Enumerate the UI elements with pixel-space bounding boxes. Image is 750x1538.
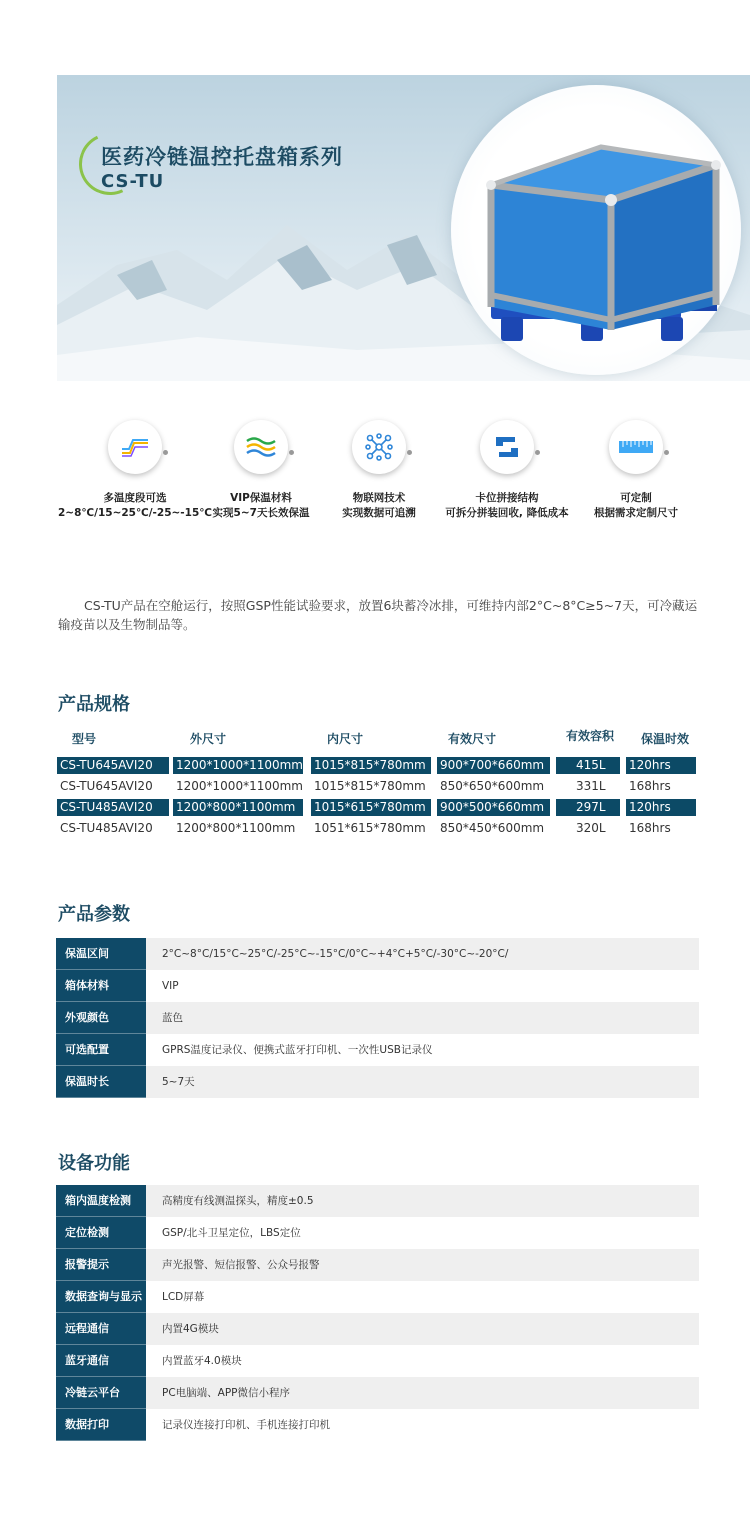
- table-row: [56, 938, 699, 970]
- spec-cell-volume: 415L: [556, 757, 620, 774]
- spec-cell-time: 120hrs: [626, 799, 696, 816]
- row-value: 记录仪连接打印机、手机连接打印机: [162, 1419, 330, 1431]
- table-row: [56, 1002, 699, 1034]
- feature-list: [55, 420, 715, 530]
- feature-desc: 根据需求定制尺寸: [594, 507, 678, 519]
- table-row: [56, 1409, 699, 1441]
- row-label: 冷链云平台: [56, 1377, 146, 1409]
- hero-title: 医药冷链温控托盘箱系列: [101, 145, 343, 169]
- spec-header-volume: 有效容积: [566, 729, 615, 743]
- row-label: 报警提示: [56, 1249, 146, 1281]
- feature-desc: 实现5~7天长效保温: [212, 507, 310, 519]
- spec-cell-effective: 850*450*600mm: [440, 821, 545, 835]
- functions-section-title: 设备功能: [58, 1153, 130, 1174]
- table-row: [56, 1345, 699, 1377]
- spec-cell-volume: 331L: [576, 779, 606, 793]
- row-label: 远程通信: [56, 1313, 146, 1345]
- feature-desc: 实现数据可追溯: [342, 507, 416, 519]
- feature-title: 可定制: [620, 492, 652, 504]
- spec-cell-model: CS-TU485AVI20: [57, 799, 169, 816]
- row-label: 保温时长: [56, 1066, 146, 1098]
- row-label: 保温区间: [56, 938, 146, 970]
- feature-title: VIP保温材料: [230, 492, 292, 504]
- feature-desc: 2~8℃/15~25℃/-25~-15℃: [58, 507, 212, 519]
- table-row: [56, 1034, 699, 1066]
- spec-cell-effective: 900*700*660mm: [437, 757, 550, 774]
- table-row: [56, 1249, 699, 1281]
- spec-cell-time: 168hrs: [629, 821, 671, 835]
- row-value: 声光报警、短信报警、公众号报警: [162, 1259, 320, 1271]
- spec-section-title: 产品规格: [58, 694, 130, 715]
- feature-title: 卡位拼接结构: [475, 492, 539, 504]
- feature-title: 多温度段可选: [103, 492, 167, 504]
- spec-cell-outer: 1200*800*1100mm: [173, 799, 303, 816]
- feature-item: [556, 420, 716, 521]
- table-row: [56, 1313, 699, 1345]
- row-value: 5~7天: [162, 1076, 195, 1088]
- product-intro: CS-TU产品在空舱运行，按照GSP性能试验要求，放置6块蓄冷冰排，可维持内部2°C~8°C≥5~7天，可冷藏运输疫苗以及生物制品等。: [58, 598, 698, 632]
- spec-header-outer: 外尺寸: [190, 732, 227, 746]
- spec-cell-model: CS-TU645AVI20: [57, 757, 169, 774]
- row-value: 2°C~8°C/15°C~25°C/-25°C~-15°C/0°C~+4°C+5°C/-30°C~-20°C/: [162, 948, 509, 960]
- feature-desc: 可拆分拼装回收, 降低成本: [445, 507, 569, 519]
- table-row: [56, 1066, 699, 1098]
- hero-banner: [57, 75, 750, 381]
- row-value: 内置蓝牙4.0模块: [162, 1355, 242, 1367]
- spec-cell-model: CS-TU645AVI20: [60, 779, 153, 793]
- spec-cell-outer: 1200*1000*1100mm: [173, 757, 303, 774]
- functions-table: [56, 1185, 699, 1441]
- spec-cell-volume: 297L: [556, 799, 620, 816]
- row-value: 内置4G模块: [162, 1323, 219, 1335]
- table-row: [56, 1217, 699, 1249]
- spec-cell-inner: 1015*615*780mm: [311, 799, 431, 816]
- ruler-icon: [609, 420, 663, 474]
- spec-cell-time: 168hrs: [629, 779, 671, 793]
- params-section-title: 产品参数: [58, 904, 130, 925]
- row-value: VIP: [162, 980, 179, 992]
- table-row: [56, 1185, 699, 1217]
- spec-cell-model: CS-TU485AVI20: [60, 821, 153, 835]
- spec-header-effective: 有效尺寸: [448, 732, 497, 746]
- product-image-circle: [451, 85, 741, 375]
- network-nodes-icon: [352, 420, 406, 474]
- spec-cell-time: 120hrs: [626, 757, 696, 774]
- table-row: [56, 970, 699, 1002]
- row-value: PC电脑端、APP微信小程序: [162, 1387, 291, 1399]
- spec-cell-volume: 320L: [576, 821, 606, 835]
- row-value: 蓝色: [162, 1012, 183, 1024]
- spec-cell-inner: 1051*615*780mm: [314, 821, 426, 835]
- row-label: 箱内温度检测: [56, 1185, 146, 1217]
- row-value: GSP/北斗卫星定位，LBS定位: [162, 1227, 301, 1239]
- table-row: [56, 1377, 699, 1409]
- row-label: 箱体材料: [56, 970, 146, 1002]
- table-row: [56, 1281, 699, 1313]
- row-label: 蓝牙通信: [56, 1345, 146, 1377]
- row-value: 高精度有线测温探头，精度±0.5: [162, 1195, 314, 1207]
- row-label: 数据打印: [56, 1409, 146, 1441]
- spec-cell-outer: 1200*800*1100mm: [176, 821, 296, 835]
- spec-cell-effective: 850*650*600mm: [440, 779, 545, 793]
- spec-header-time: 保温时效: [641, 732, 690, 746]
- spec-cell-effective: 900*500*660mm: [437, 799, 550, 816]
- wave-lines-icon: [234, 420, 288, 474]
- spec-cell-inner: 1015*815*780mm: [314, 779, 426, 793]
- spec-cell-inner: 1015*815*780mm: [311, 757, 431, 774]
- feature-title: 物联网技术: [352, 492, 406, 504]
- row-label: 外观颜色: [56, 1002, 146, 1034]
- spec-cell-outer: 1200*1000*1100mm: [176, 779, 303, 793]
- row-label: 可选配置: [56, 1034, 146, 1066]
- spec-header-model: 型号: [72, 732, 97, 746]
- row-value: GPRS温度记录仪、便携式蓝牙打印机、一次性USB记录仪: [162, 1044, 433, 1056]
- interlock-icon: [480, 420, 534, 474]
- pallet-box-image: [451, 85, 741, 375]
- row-label: 定位检测: [56, 1217, 146, 1249]
- hero-subtitle: CS-TU: [101, 171, 165, 192]
- spec-header-inner: 内尺寸: [327, 732, 364, 746]
- row-value: LCD屏幕: [162, 1291, 205, 1303]
- row-label: 数据查询与显示: [56, 1281, 146, 1313]
- params-table: [56, 938, 699, 1098]
- temperature-curves-icon: [108, 420, 162, 474]
